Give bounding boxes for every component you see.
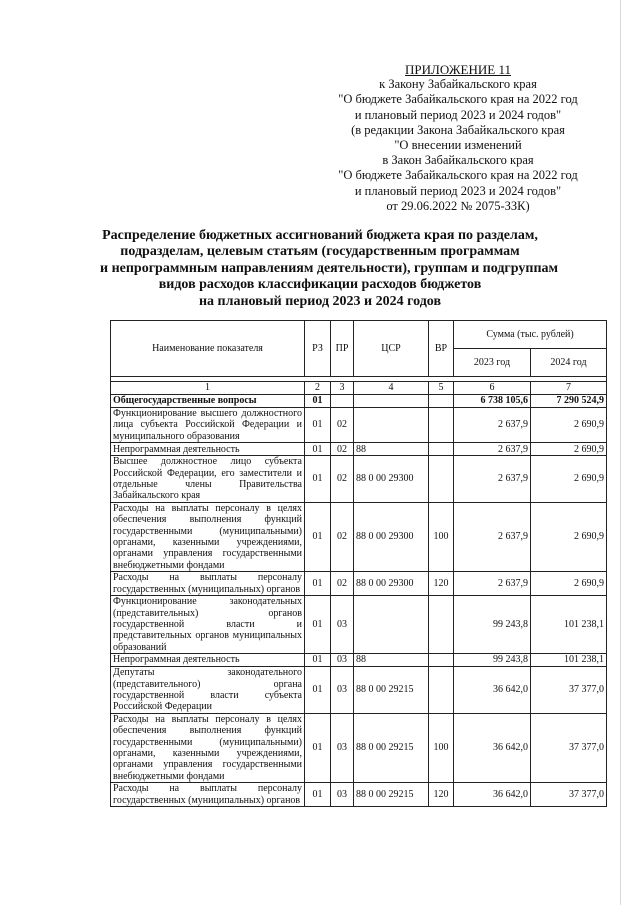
row-rz: 01 [305,596,331,654]
row-rz: 01 [305,395,331,408]
row-rz: 01 [305,667,331,714]
row-vr [429,667,454,714]
row-2023: 99 243,8 [454,654,531,667]
row-csr [354,596,429,654]
row-rz: 01 [305,502,331,571]
row-vr [429,654,454,667]
appendix-line: от 29.06.2022 № 2075-ЗЗК) [386,198,530,213]
row-2023: 2 637,9 [454,572,531,596]
row-rz: 01 [305,572,331,596]
appendix-line: (в редакции Закона Забайкальского края [351,122,565,137]
row-name: Непрограммная деятельность [111,654,305,667]
row-csr: 88 0 00 29215 [354,783,429,807]
row-2024: 2 690,9 [531,502,607,571]
row-2023: 2 637,9 [454,456,531,503]
row-vr [429,408,454,443]
row-csr: 88 [354,654,429,667]
row-name: Высшее должностное лицо субъекта Российской Федерации, его заместители и отдельные члены Правительства Забайкальского края [111,456,305,503]
row-pr: 02 [331,456,354,503]
row-2024: 2 690,9 [531,408,607,443]
row-rz: 01 [305,443,331,456]
row-csr [354,408,429,443]
row-name: Функционирование высшего должностного лица субъекта Российской Федерации и муниципального образования [111,408,305,443]
row-vr: 100 [429,502,454,571]
row-pr: 03 [331,667,354,714]
title-line: Распределение бюджетных ассигнований бюджета края по разделам, [102,228,538,243]
appendix-line: "О бюджете Забайкальского края на 2022 год [338,92,578,107]
row-rz: 01 [305,654,331,667]
appendix-line: "О внесении изменений [394,138,522,153]
row-2024: 37 377,0 [531,783,607,807]
column-number: 6 [454,382,531,395]
row-2024: 2 690,9 [531,443,607,456]
row-vr: 120 [429,572,454,596]
column-number: 2 [305,382,331,395]
title-line: видов расходов классификации расходов бюджетов [158,277,482,293]
budget-table [110,320,607,807]
table-row [111,572,607,596]
row-pr: 02 [331,502,354,571]
header-name: Наименование показателя [111,321,305,377]
row-csr: 88 0 00 29300 [354,456,429,503]
row-rz: 01 [305,408,331,443]
row-pr [331,395,354,408]
row-name: Расходы на выплаты персоналу в целях обеспечения выполнения функций государственными (муниципальными) органами, казенными учреждениями, органами управления государственными внебюджетными фондами [111,713,305,782]
title-line: и непрограммным направлениям деятельности), группам и подгруппам [100,260,559,276]
table-row [111,783,607,807]
appendix-line: к Закону Забайкальского края [379,77,537,92]
row-name: Общегосударственные вопросы [111,395,305,408]
row-2024: 101 238,1 [531,596,607,654]
row-csr: 88 0 00 29300 [354,572,429,596]
row-name: Депутаты законодательного (представительного) органа государственной власти субъекта Российской Федерации [111,667,305,714]
row-vr [429,456,454,503]
appendix-line: и плановый период 2023 и 2024 годов" [354,183,562,198]
appendix-title: ПРИЛОЖЕНИЕ 11 [405,62,511,77]
row-2023: 99 243,8 [454,596,531,654]
row-vr: 120 [429,783,454,807]
row-pr: 02 [331,572,354,596]
row-name: Расходы на выплаты персоналу государственных (муниципальных) органов [111,783,305,807]
table-row [111,667,607,714]
document-title [100,228,559,310]
row-2023: 36 642,0 [454,667,531,714]
table-row [111,443,607,456]
table-row [111,596,607,654]
row-pr: 02 [331,443,354,456]
row-vr [429,395,454,408]
row-2023: 36 642,0 [454,783,531,807]
title-line: на плановый период 2023 и 2024 годов [198,293,442,309]
row-csr: 88 0 00 29300 [354,502,429,571]
row-rz: 01 [305,783,331,807]
table-row [111,456,607,503]
column-number: 3 [331,382,354,395]
scan-edge-line [620,0,621,905]
header-2023: 2023 год [454,349,531,377]
header-rz: РЗ [305,321,331,377]
row-2024: 7 290 524,9 [531,395,607,408]
title-line: подразделам, целевым статьям (государственным программам [120,244,520,260]
row-pr: 03 [331,713,354,782]
row-2024: 2 690,9 [531,572,607,596]
header-2024: 2024 год [531,349,607,377]
table-row [111,502,607,571]
row-pr: 02 [331,408,354,443]
row-csr: 88 0 00 29215 [354,667,429,714]
column-number: 4 [354,382,429,395]
appendix-header [318,62,598,214]
row-name: Расходы на выплаты персоналу государственных (муниципальных) органов [111,572,305,596]
row-2024: 101 238,1 [531,654,607,667]
header-vr: ВР [429,321,454,377]
row-2023: 2 637,9 [454,502,531,571]
row-2024: 2 690,9 [531,456,607,503]
header-sum: Сумма (тыс. рублей) [454,321,607,349]
row-name: Расходы на выплаты персоналу в целях обеспечения выполнения функций государственными (муниципальными) органами, казенными учреждениями, органами управления государственными внебюджетными фондами [111,502,305,571]
table-row [111,654,607,667]
row-csr: 88 [354,443,429,456]
row-pr: 03 [331,654,354,667]
row-pr: 03 [331,596,354,654]
appendix-line: "О бюджете Забайкальского края на 2022 год [338,168,578,183]
table-row [111,395,607,408]
header-csr: ЦСР [354,321,429,377]
row-pr: 03 [331,783,354,807]
row-csr: 88 0 00 29215 [354,713,429,782]
column-number: 1 [111,382,305,395]
column-number: 7 [531,382,607,395]
row-2023: 36 642,0 [454,713,531,782]
row-2023: 2 637,9 [454,443,531,456]
row-rz: 01 [305,456,331,503]
row-vr: 100 [429,713,454,782]
row-2023: 6 738 105,6 [454,395,531,408]
table-row [111,408,607,443]
table-row [111,713,607,782]
row-2023: 2 637,9 [454,408,531,443]
row-rz: 01 [305,713,331,782]
row-name: Функционирование законодательных (представительных) органов государственной власти и представительных органов муниципальных образований [111,596,305,654]
row-csr [354,395,429,408]
appendix-line: и плановый период 2023 и 2024 годов" [354,107,562,122]
appendix-line: в Закон Забайкальского края [382,153,534,168]
row-name: Непрограммная деятельность [111,443,305,456]
row-vr [429,443,454,456]
row-2024: 37 377,0 [531,713,607,782]
header-pr: ПР [331,321,354,377]
row-vr [429,596,454,654]
row-2024: 37 377,0 [531,667,607,714]
column-number: 5 [429,382,454,395]
